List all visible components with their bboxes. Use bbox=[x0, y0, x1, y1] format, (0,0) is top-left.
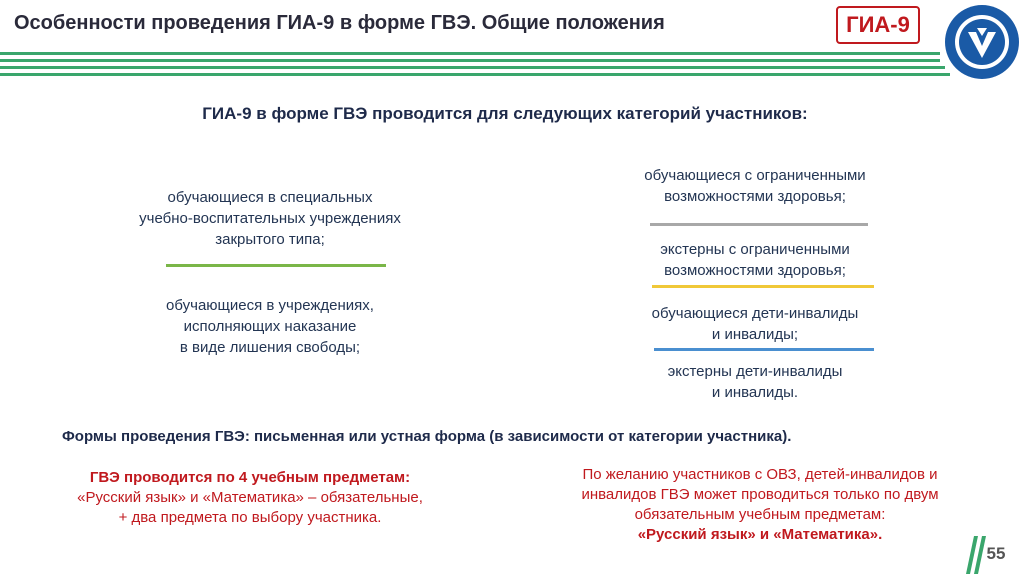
separator bbox=[650, 223, 868, 226]
category-disabled-externs: экстерны дети-инвалиды и инвалиды. bbox=[667, 363, 843, 401]
separator bbox=[652, 285, 874, 288]
subjects-general: ГВЭ проводится по 4 учебным предметам: «Русский язык» и «Математика» – обязательные, + два предмета по выбору участника. bbox=[77, 469, 423, 526]
separator bbox=[654, 348, 874, 351]
header-stripe bbox=[0, 59, 940, 62]
category-ovz-externs: экстерны с ограниченными возможностями здоровья; bbox=[660, 241, 850, 279]
page-title: Особенности проведения ГИА-9 в форме ГВЭ. Общие положения bbox=[14, 12, 665, 34]
section-heading: ГИА-9 в форме ГВЭ проводится для следующих категорий участников: bbox=[202, 104, 808, 123]
category-ovz-students: обучающиеся с ограниченными возможностями здоровья; bbox=[644, 167, 866, 205]
category-penal-institutions: обучающиеся в учреждениях, исполняющих наказание в виде лишения свободы; bbox=[166, 297, 374, 356]
gia-badge: ГИА-9 bbox=[836, 6, 920, 44]
separator bbox=[166, 264, 386, 267]
page-number: 55 bbox=[986, 544, 1006, 563]
mcko-logo bbox=[944, 4, 1020, 80]
header-stripe bbox=[0, 66, 945, 69]
category-disabled-students: обучающиеся дети-инвалиды и инвалиды; bbox=[651, 305, 859, 343]
exam-forms: Формы проведения ГВЭ: письменная или устная форма (в зависимости от категории участника). bbox=[62, 428, 792, 445]
header-stripe bbox=[0, 73, 950, 76]
header-stripe bbox=[0, 52, 940, 55]
category-closed-institutions: обучающиеся в специальных учебно-воспитательных учреждениях закрытого типа; bbox=[139, 189, 401, 248]
subjects-ovz: По желанию участников с ОВЗ, детей-инвалидов и инвалидов ГВЭ может проводиться только по двум обязательным учебным предметам: «Русский язык» и «Математика». bbox=[581, 466, 939, 543]
